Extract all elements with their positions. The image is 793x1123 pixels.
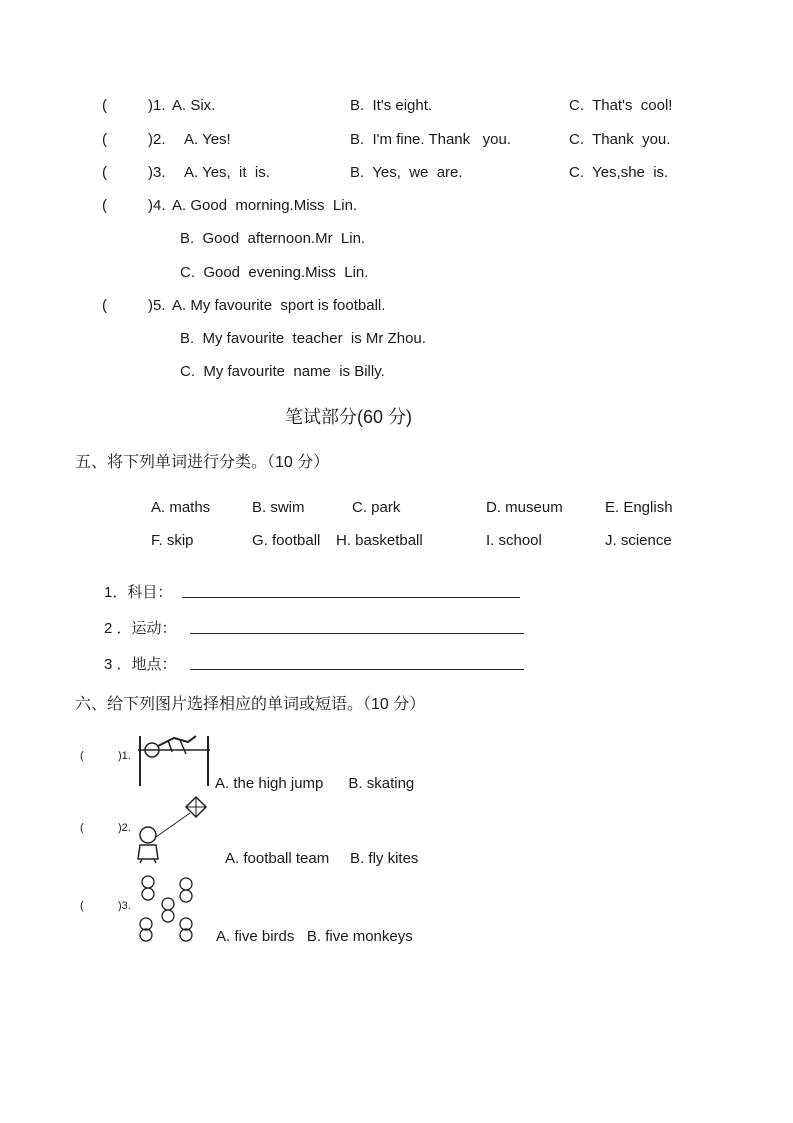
item3-number: )3.: [118, 900, 131, 912]
item2-options: A. football team B. fly kites: [225, 850, 419, 867]
section6-heading: 六、给下列图片选择相应的单词或短语。（10 分）: [75, 696, 426, 713]
monkeys-icon: [72, 872, 214, 944]
blank-line-subjects[interactable]: [182, 584, 520, 598]
q4-option-b: B. Good afternoon.Mr Lin.: [180, 230, 366, 247]
word-a: A. maths: [151, 499, 211, 516]
q1-option-b: B. It's eight.: [350, 97, 433, 114]
item1-number: )1.: [118, 750, 131, 762]
q1-open-paren: (: [102, 97, 107, 114]
q2-option-a: A. Yes!: [184, 131, 231, 148]
q5-option-a: A. My favourite sport is football.: [172, 297, 386, 314]
high-jump-picture: [72, 728, 214, 788]
item2-number: )2.: [118, 822, 131, 834]
q3-option-a: A. Yes, it is.: [184, 164, 270, 181]
word-j: J. science: [605, 532, 672, 549]
high-jump-icon: [72, 728, 214, 788]
item3-options: A. five birds B. five monkeys: [216, 928, 413, 945]
blank-label-places: 3 ．地点：: [104, 656, 177, 673]
q3-option-b: B. Yes, we are.: [350, 164, 463, 181]
fly-kites-picture: [72, 795, 214, 865]
q1-option-a: A. Six.: [172, 97, 216, 114]
kite-boy-icon: [72, 795, 214, 865]
word-d: D. museum: [486, 499, 563, 516]
word-b: B. swim: [252, 499, 305, 516]
word-e: E. English: [605, 499, 673, 516]
q2-option-c: C. Thank you.: [569, 131, 671, 148]
q4-open-paren: (: [102, 197, 107, 214]
section5-heading: 五、将下列单词进行分类。（10 分）: [75, 454, 330, 471]
q5-open-paren: (: [102, 297, 107, 314]
word-i: I. school: [486, 532, 542, 549]
word-g: G. football: [252, 532, 321, 549]
word-c: C. park: [352, 499, 401, 516]
item3-open-paren: (: [80, 900, 84, 912]
blank-label-sports: 2 ．运动：: [104, 620, 177, 637]
q2-option-b: B. I'm fine. Thank you.: [350, 131, 511, 148]
q4-option-c: C. Good evening.Miss Lin.: [180, 264, 369, 281]
q1-option-c: C. That's cool!: [569, 97, 673, 114]
q3-open-paren: (: [102, 164, 107, 181]
blank-line-places[interactable]: [190, 656, 524, 670]
word-f: F. skip: [151, 532, 194, 549]
q4-number: )4.: [148, 197, 166, 214]
q5-option-b: B. My favourite teacher is Mr Zhou.: [180, 330, 426, 347]
q5-number: )5.: [148, 297, 166, 314]
blank-line-sports[interactable]: [190, 620, 524, 634]
word-h: H. basketball: [336, 532, 423, 549]
q1-number: )1.: [148, 97, 166, 114]
q4-option-a: A. Good morning.Miss Lin.: [172, 197, 358, 214]
q3-option-c: C. Yes,she is.: [569, 164, 669, 181]
blank-label-subjects: 1．科目：: [104, 584, 173, 601]
item2-open-paren: (: [80, 822, 84, 834]
item1-options: A. the high jump B. skating: [215, 775, 415, 792]
q5-option-c: C. My favourite name is Billy.: [180, 363, 385, 380]
q3-number: )3.: [148, 164, 166, 181]
q2-open-paren: (: [102, 131, 107, 148]
written-part-title: 笔试部分(60 分): [285, 407, 413, 427]
five-monkeys-picture: [72, 872, 214, 944]
item1-open-paren: (: [80, 750, 84, 762]
q2-number: )2.: [148, 131, 166, 148]
